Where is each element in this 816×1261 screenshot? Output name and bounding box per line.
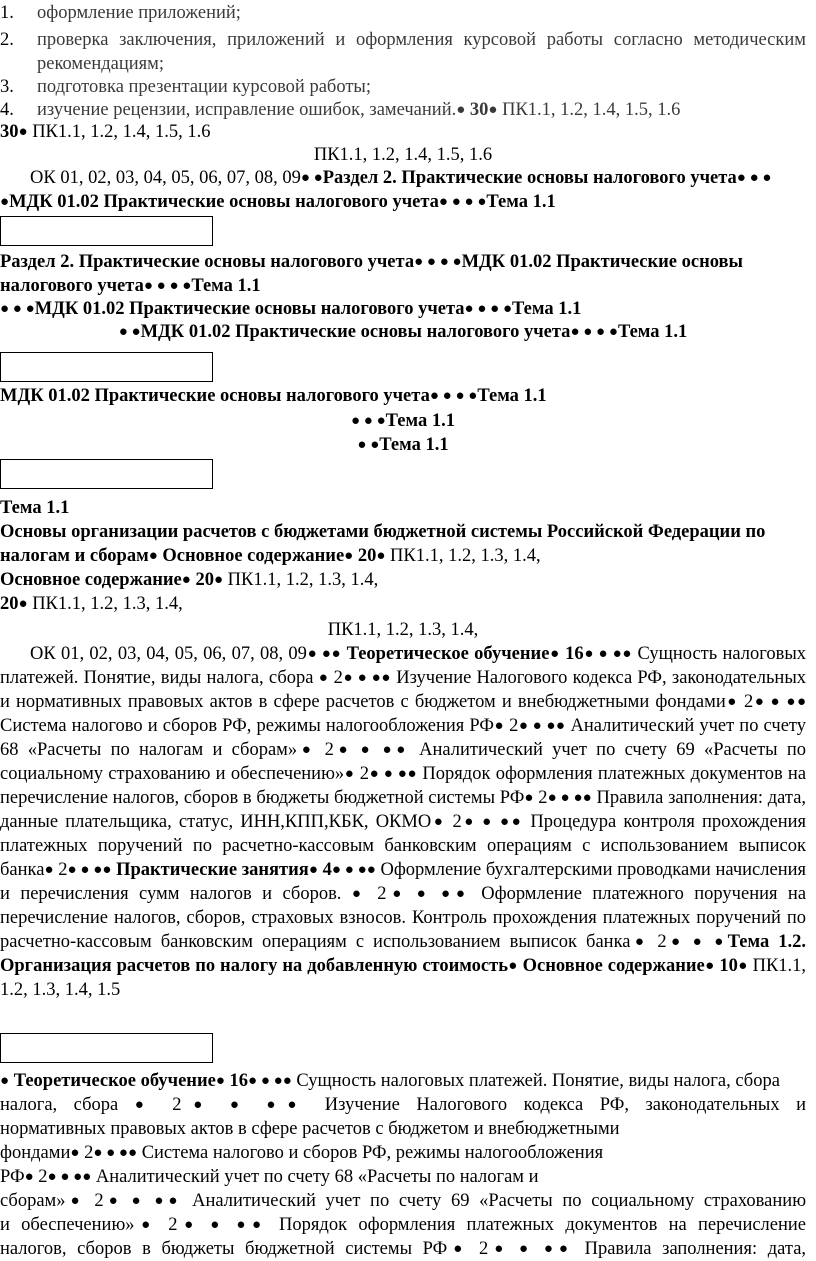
bullet-icon: ● ● ● ● xyxy=(0,170,772,210)
topic-text: Процедура контроля прохождения платежных поручений по расчетно-кассовым банковским операциям с использованием выписок банка xyxy=(0,812,807,880)
theory-label: Теоретическое обучение xyxy=(13,1071,216,1091)
bullet-icon: ● ● xyxy=(118,324,141,340)
bullet-icon: ● ● ●● xyxy=(248,1073,292,1089)
content-label: Основное содержание xyxy=(162,546,345,566)
bullet-icon: ● xyxy=(488,102,498,118)
para-line xyxy=(0,1141,806,1165)
bullet-icon: ● xyxy=(44,862,54,878)
hours-value: 2 xyxy=(743,692,754,712)
para-line xyxy=(0,1213,806,1237)
bullet-icon: ● ● ●● xyxy=(753,694,807,710)
content-line xyxy=(0,568,806,592)
section-title: Раздел 2. Практические основы налогового учета xyxy=(322,168,737,188)
bullet-icon: ● ● ● xyxy=(666,934,728,950)
bullet-icon: ● ● ● ● xyxy=(464,301,513,317)
hours-value: 2 xyxy=(38,1167,48,1187)
topic-text: Аналитический учет по счету 69 «Расчеты по социальному страхованию xyxy=(192,1191,807,1211)
hours-value: 2 xyxy=(172,1095,182,1115)
hours-value: 20 xyxy=(195,570,214,590)
mdk-line-centered xyxy=(0,320,806,344)
hours-value: 2 xyxy=(509,716,519,736)
bullet-icon: ● ● ●● xyxy=(47,1169,92,1185)
bullet-icon: ● ● ●● xyxy=(547,790,592,806)
bullet-icon: ● xyxy=(524,790,534,806)
mdk-title: МДК 01.02 Практические основы налогового учета xyxy=(9,192,439,212)
bullet-icon: ● ● ● xyxy=(350,413,386,429)
bullet-icon: ● xyxy=(213,572,224,588)
topic-title: Тема 1.1 xyxy=(486,192,556,212)
topic-text: Аналитический учет по счету 68 «Расчеты по налогам и сборам» xyxy=(0,716,807,760)
mdk-title: МДК 01.02 Практические основы налогового учета xyxy=(34,299,465,319)
topic-text: налога, сбора xyxy=(0,1095,119,1115)
topic-main-title: Основы организации расчетов с бюджетами бюджетной системы Российской Федерации по налогам и сборам xyxy=(0,522,766,566)
topic-text: сборам» xyxy=(0,1191,66,1211)
list-text: проверка заключения, приложений и оформления курсовой работы согласно методическим рекомендациям; xyxy=(37,30,806,74)
mdk-line xyxy=(0,297,806,321)
mdk-title: МДК 01.02 Практические основы налогового учета xyxy=(0,386,430,406)
hours-value: 2 xyxy=(94,1191,104,1211)
topic-text: Оформление платежного поручения на перечисление налогов, сборов, страховых взносов. Контроль прохождения платежных поручений по расчетно-кассовым банковским операциям с использованием выписок банка xyxy=(0,884,807,952)
bullet-icon: ● xyxy=(148,548,158,564)
topic-text: Изучение Налогового кодекса РФ, законодательных и нормативных правовых актов в сфере расчетов с бюджетом и внебюджетными фондами xyxy=(0,668,807,712)
bullet-icon: ● xyxy=(344,766,355,782)
hours-value: 20 xyxy=(357,546,377,566)
para-line xyxy=(0,1165,806,1189)
theory-hours: 16 xyxy=(229,1071,249,1091)
bullet-icon: ● ● ● ● xyxy=(570,324,618,340)
pk-codes-centered: ПК1.1, 1.2, 1.4, 1.5, 1.6 xyxy=(313,145,493,165)
ok-section-line xyxy=(0,166,806,214)
bullet-icon: ● ● ●● xyxy=(103,1193,183,1209)
bullet-icon: ● xyxy=(447,1241,469,1257)
section-block xyxy=(0,250,806,298)
bullet-icon: ● ● ●● xyxy=(369,766,418,782)
bullet-icon: ● ● ● ● xyxy=(143,278,192,294)
hours-value: 2 xyxy=(377,884,387,904)
bullet-icon: ● ● ●● xyxy=(461,814,524,830)
hours-value: 2 xyxy=(58,860,68,880)
bullet-icon: ● ● ●● xyxy=(342,670,391,686)
para-line xyxy=(0,1093,806,1117)
topic-heading xyxy=(0,496,806,520)
list-text: оформление приложений; xyxy=(37,3,241,23)
hours-value: 2 xyxy=(657,932,667,952)
list-item xyxy=(0,28,806,76)
hours-value: 2 xyxy=(168,1215,178,1235)
hours-value: 2 xyxy=(324,740,334,760)
content-label: Основное содержание xyxy=(522,956,705,976)
bullet-icon: ● xyxy=(18,596,28,612)
list-item xyxy=(0,75,806,99)
list-number: 2. xyxy=(0,30,14,50)
bullet-icon: ● ● ●● xyxy=(177,1217,268,1233)
bullet-icon: ● xyxy=(725,694,738,710)
topic-text: Порядок оформления платежных документов на перечисление налогов, сборов в бюджеты бюджетной системы РФ xyxy=(0,764,807,808)
topic-title: Тема 1.1 xyxy=(191,276,261,296)
practice-hours: 4 xyxy=(322,860,332,880)
topic-line-centered xyxy=(0,409,806,433)
hours-value: 20 xyxy=(0,594,19,614)
bullet-icon: ● ● ● xyxy=(0,301,35,317)
topic-text: Система налогово и сборов РФ, режимы налогообложения РФ xyxy=(0,716,494,736)
topic-text: Правила заполнения: дата, данные плательщика, статус, ИНН,КПП,КБК, ОКМО xyxy=(0,788,807,832)
topic-12-title: Тема 1.2. Организация расчетов по налогу на добавленную стоимость xyxy=(0,932,806,976)
topic-text: Правила заполнения: дата, xyxy=(584,1239,807,1259)
bullet-icon: ● ● ●● xyxy=(333,742,410,758)
topic-text: Аналитический учет по счету 68 «Расчеты по налогам и xyxy=(95,1167,539,1187)
theory-label: Теоретическое обучение xyxy=(346,644,550,664)
mdk-title: МДК 01.02 Практические основы налогового учета xyxy=(140,322,571,342)
topic-title: Тема 1.1 xyxy=(617,322,688,342)
bullet-icon: ● xyxy=(318,670,329,686)
pk-codes: ПК1.1, 1.2, 1.3, 1.4, xyxy=(227,570,379,590)
bullet-icon: ● xyxy=(215,1073,225,1089)
bullet-icon: ● xyxy=(493,718,504,734)
topic-text: РФ xyxy=(0,1167,25,1187)
bullet-icon: ● xyxy=(376,548,386,564)
hours-value: 2 xyxy=(538,788,548,808)
topic-text: Аналитический учет по счету 69 «Расчеты по социальному страхованию и обеспечению» xyxy=(0,740,806,784)
bullet-icon: ● xyxy=(18,124,28,140)
list-text: подготовка презентации курсовой работы; xyxy=(37,77,371,97)
pk-codes: ПК1.1, 1.2, 1.3, 1.4, xyxy=(32,594,183,614)
hours-value: 2 xyxy=(452,812,462,832)
topic-text: Оформление бухгалтерскими проводками начисления и перечисления сумм налогов и сборов. xyxy=(0,860,807,904)
ok-codes: ОК 01, 02, 03, 04, 05, 06, 07, 08, 09 xyxy=(30,644,307,664)
empty-box xyxy=(0,352,213,382)
content-label: Основное содержание xyxy=(0,570,182,590)
bullet-icon: ● ● ●● xyxy=(181,1097,309,1113)
content-paragraph xyxy=(0,1069,806,1261)
bullet-icon: ● ● ●● xyxy=(386,886,471,902)
topic-title: Тема 1.1 xyxy=(477,386,547,406)
hours-value: 30 xyxy=(469,100,489,120)
topic-text: Сущность налоговых платежей. Понятие, виды налога, сбора xyxy=(0,644,807,688)
bullet-icon: ● xyxy=(308,862,318,878)
bullet-icon: ● ● xyxy=(300,170,323,186)
pk-codes-centered: ПК1.1, 1.2, 1.3, 1.4, xyxy=(327,620,479,640)
pk-codes: ПК1.1, 1.2, 1.3, 1.4, 1.5 xyxy=(0,956,807,1000)
pk-codes: ПК1.1, 1.2, 1.3, 1.4, xyxy=(390,546,541,566)
topic-title: Тема 1.1 xyxy=(379,435,449,455)
bullet-icon: ● xyxy=(704,958,715,974)
bullet-icon: ● ● ●● xyxy=(583,646,633,662)
bullet-icon: ● xyxy=(456,102,466,118)
bullet-icon: ● ● ● ● xyxy=(414,254,462,270)
para-line xyxy=(0,1069,806,1093)
bullet-icon: ● xyxy=(24,1169,34,1185)
content-paragraph xyxy=(0,642,806,1002)
bullet-icon: ● ● xyxy=(357,437,380,453)
bullet-icon: ● xyxy=(65,1193,85,1209)
list-item xyxy=(0,98,806,122)
bullet-icon: ● ●● xyxy=(306,646,342,662)
empty-box xyxy=(0,1033,213,1063)
section-title: Раздел 2. Практические основы налогового учета xyxy=(0,252,415,272)
topic-title: Тема 1.1 xyxy=(512,299,582,319)
hours-value: 2 xyxy=(84,1143,94,1163)
theory-hours: 16 xyxy=(565,644,584,664)
bullet-icon: ● ● ● ● xyxy=(438,194,487,210)
topic-title: Тема 1.1 xyxy=(385,411,455,431)
list-item xyxy=(0,1,806,25)
content-hours: 10 xyxy=(719,956,738,976)
hours-pk-line xyxy=(0,120,806,144)
hours-value: 2 xyxy=(359,764,370,784)
topic-line-centered xyxy=(0,433,806,457)
bullet-icon: ● xyxy=(344,548,354,564)
bullet-icon: ● xyxy=(181,572,191,588)
empty-box xyxy=(0,216,213,246)
para-line xyxy=(0,1189,806,1213)
topic-text: и обеспечению» xyxy=(0,1215,135,1235)
bullet-icon: ● xyxy=(0,1073,10,1089)
bullet-icon: ● ● ●● xyxy=(93,1145,138,1161)
bullet-icon: ● xyxy=(549,646,560,662)
list-text: изучение рецензии, исправление ошибок, замечаний. xyxy=(37,100,457,120)
bullet-icon: ● ● ● ● xyxy=(429,388,478,404)
bullet-icon: ● xyxy=(134,1097,156,1113)
topic-text: Изучение Налогового кодекса РФ, законодательных и xyxy=(324,1095,806,1115)
topic-text: Сущность налоговых платежей. Понятие, виды налога, сбора xyxy=(296,1071,780,1091)
topic-text: Порядок оформления платежных документов на перечисление xyxy=(279,1215,807,1235)
list-number: 1. xyxy=(0,3,14,23)
bullet-icon: ● xyxy=(70,1145,80,1161)
hours-pk-line xyxy=(0,592,806,616)
bullet-icon: ● ● ●● xyxy=(488,1241,574,1257)
para-line xyxy=(0,1237,806,1261)
list-number: 4. xyxy=(0,100,14,120)
hours-value: 2 xyxy=(333,668,343,688)
bullet-icon: ● xyxy=(431,814,446,830)
pk-codes: ПК1.1, 1.2, 1.4, 1.5, 1.6 xyxy=(502,100,681,120)
mdk-title: МДК 01.02 Практические основы налогового учета xyxy=(0,252,743,296)
topic-text: Система налогово и сборов РФ, режимы налогообложения xyxy=(141,1143,604,1163)
empty-box xyxy=(0,459,213,489)
topic-text: налогов, сборов в бюджеты бюджетной системы РФ xyxy=(0,1239,448,1259)
bullet-icon: ● xyxy=(737,958,748,974)
para-line: нормативных правовых актов в сфере расчетов с бюджетом и внебюджетными xyxy=(0,1119,620,1139)
bullet-icon: ● xyxy=(630,934,649,950)
topic-main xyxy=(0,520,806,568)
bullet-icon: ● ● ●● xyxy=(67,862,112,878)
bullet-icon: ● xyxy=(507,958,518,974)
topic-heading-text: Тема 1.1 xyxy=(0,498,70,518)
bullet-icon: ● ● ●● xyxy=(518,718,566,734)
mdk-line xyxy=(0,384,806,408)
practice-label: Практические занятия xyxy=(116,860,309,880)
ok-codes: ОК 01, 02, 03, 04, 05, 06, 07, 08, 09 xyxy=(30,168,301,188)
bullet-icon: ● xyxy=(297,742,316,758)
bullet-icon: ● ● ●● xyxy=(331,862,376,878)
topic-text: фондами xyxy=(0,1143,71,1163)
pk-codes: ПК1.1, 1.2, 1.4, 1.5, 1.6 xyxy=(32,122,211,142)
hours-value: 30 xyxy=(0,122,19,142)
bullet-icon: ● xyxy=(134,1217,157,1233)
bullet-icon: ● xyxy=(351,886,367,902)
list-number: 3. xyxy=(0,77,14,97)
hours-value: 2 xyxy=(478,1239,489,1259)
